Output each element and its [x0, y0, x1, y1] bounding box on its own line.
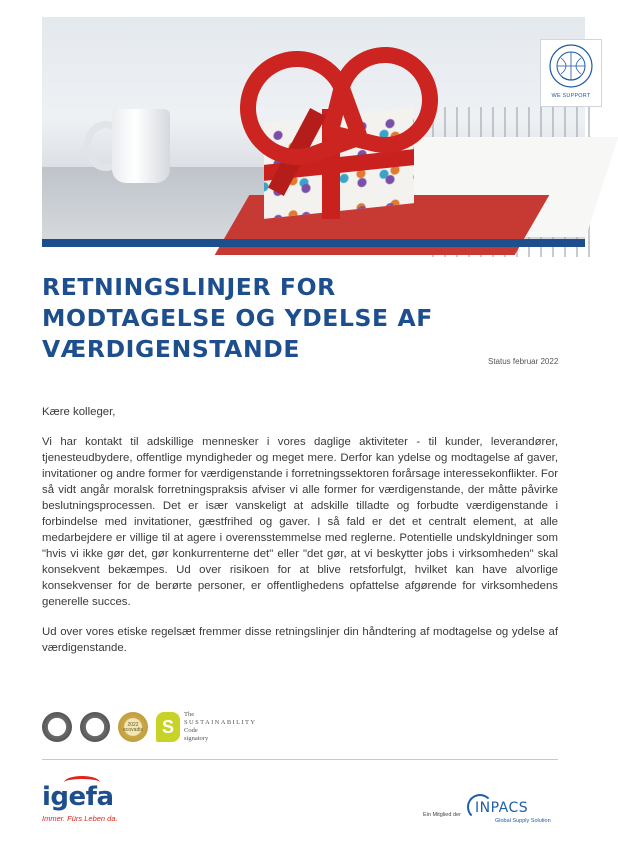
paragraph-2: Ud over vores etiske regelsæt fremmer disse retningslinjer din håndtering af modtagelse og ydelse af værdigenstande. — [42, 626, 558, 654]
sustainability-code-text — [184, 711, 294, 743]
un-global-compact-icon — [548, 43, 594, 89]
inpacs-logo — [423, 800, 563, 830]
sustainability-code-logo: S — [156, 712, 180, 742]
greeting: Kære kolleger, — [42, 406, 116, 418]
hero-photo — [42, 17, 591, 243]
coffee-mug — [112, 109, 170, 183]
title-line-1: RETNINGSLINJER FOR — [42, 273, 336, 301]
paragraph-1: Vi har kontakt til adskillige mennesker i vores daglige aktiviteter - til kunder, leverandører, tjenesteudbydere, offentlige myndigheder og meget mere. Derfor kan ydelse og modtagelse af gaver, invitationer og andre former for værdigenstande i forretningssektoren forårsage interessekonflikter. For så vidt angår moralsk forretningspraksis afviser vi alle former for værdigenstande, der måtte påvirke beslutningsprocessen. Det er især vanskeligt at adskille tilladte og forbudte værdigenstande i forbindelse med invitationer, gæstfrihed og gaver. I så fald er det et centralt element, at alle medarbejdere er villige til at agere i overensstemmelse med reglerne. Potentielle undskyldninger som "hvis vi ikke gør det, gør konkurrenterne det" eller "det gør, at vi beskytter jobs i virksomheden" skal konsekvent bekæmpes. Ud over risikoen for at blive retsforfulgt, hvilket kan have alvorlige konsekvenser for de berørte personer, er offentlighedens opfattelse afgørende for virksomhedens generelle succes. — [42, 436, 558, 608]
sust-line-1: The — [184, 711, 195, 718]
inpacs-prefix: Ein Mitglied der — [423, 812, 461, 818]
certification-seal-icon — [42, 712, 72, 742]
certification-seal-icon — [80, 712, 110, 742]
badge-caption: WE SUPPORT — [551, 93, 591, 99]
title-line-2: MODTAGELSE OG YDELSE AF — [42, 304, 433, 332]
page-title — [42, 272, 472, 365]
igefa-tagline: Immer. Fürs Leben da. — [42, 814, 118, 823]
inpacs-wordmark: INPACS — [475, 800, 529, 816]
sust-line-4: signatory — [184, 735, 209, 742]
title-line-3: VÆRDIGENSTANDE — [42, 335, 300, 363]
ecovadis-text: 2022 ecovadis — [123, 722, 143, 733]
sust-line-2: SUSTAINABILITY — [184, 719, 257, 726]
inpacs-subtitle: Global Supply Solution — [495, 818, 551, 824]
igefa-wordmark: igefa — [42, 782, 114, 812]
global-compact-badge — [540, 39, 602, 107]
sust-line-3: Code — [184, 727, 198, 734]
status-date: Status februar 2022 — [488, 357, 559, 366]
footer-divider — [42, 759, 558, 760]
header-accent-bar — [42, 239, 585, 247]
document-body — [42, 404, 558, 656]
